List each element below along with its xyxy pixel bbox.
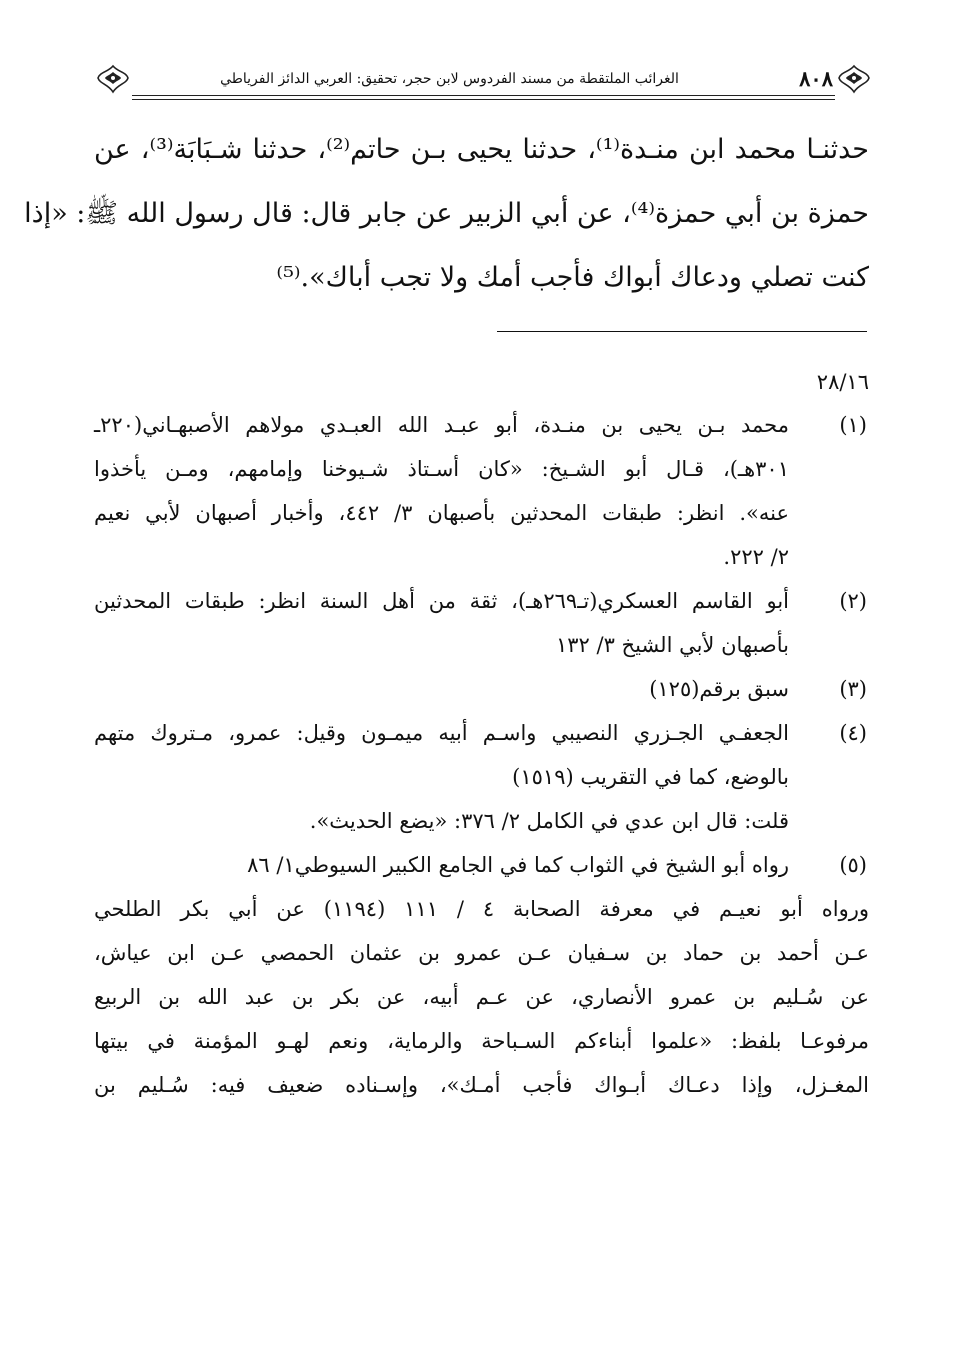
footnote-line: بأصبهان لأبي الشيخ ٣/ ١٣٢ — [555, 633, 789, 657]
main-text-line: حمزة بن أبي حمزة⁽⁴⁾، عن أبي الزبير عن جابر قال: قال رسول الله ﷺ: «إذا — [24, 198, 869, 229]
footnote-line: محمد بـن يحيى بن منـدة، أبو عبـد الله العبـدي مولاهم الأصبهـاني(٢٢٠ـ — [94, 413, 789, 437]
footnote-4 — [94, 711, 869, 843]
header-rule-top — [132, 95, 835, 96]
footnote-line: رواه أبو الشيخ في الثواب كما في الجامع الكبير السيوطي١/ ٨٦ — [247, 853, 789, 877]
footnote-line: الجعفـي الجـزري النصيبي واسـم أبيه ميمـون وقيل: عمرو، مـتروك متهم — [94, 721, 789, 745]
footnote-line: قلت: قال ابن عدي في الكامل ٢/ ٣٧٦: «يضع الحديث». — [309, 809, 789, 833]
footnotes — [94, 361, 869, 1107]
running-title: الغرائب الملتقطة من مسند الفردوس لابن حجر، تحقيق: العربي الدائز الفرياطي — [220, 71, 679, 87]
running-header — [96, 62, 871, 102]
footnote-1 — [94, 403, 869, 579]
footnote-line: ٣٠١هـ)، قـال أبو الشـيخ: «كان أسـتاذ شـيوخنا وإمامهم، ومـن يأخذوا — [94, 457, 789, 481]
page-number: ٨٠٨ — [799, 66, 833, 91]
footnote-3 — [94, 667, 869, 711]
ornament-left-icon — [96, 64, 130, 94]
footnote-number: (٤) — [839, 721, 867, 745]
footnote-5 — [94, 843, 869, 1107]
footnote-line: عـن أحمد بن حماد بن سـفيان عـن عمرو بن عثمان الحمصي عـن ابن عياش، — [94, 941, 869, 965]
footnote-2 — [94, 579, 869, 667]
main-text — [24, 118, 869, 310]
footnote-line: ٢/ ٢٢٢. — [723, 545, 789, 569]
footnote-line: أبو القاسم العسكري(تـ٢٦٩هـ)، ثقة من أهل السنة انظر: طبقات المحدثين — [94, 589, 789, 613]
main-text-line: حدثنـا محمد ابن منـدة⁽¹⁾، حدثنا يحيى بـن حاتم⁽²⁾، حدثنا شـبَابَة⁽³⁾، عن — [94, 134, 869, 165]
footnote-line: بالوضع، كما في التقريب (١٥١٩) — [512, 765, 789, 789]
main-text-line: كنت تصلي ودعاك أبواك فأجب أمك ولا تجب أباك».⁽⁵⁾ — [276, 262, 869, 293]
footnote-line: عنه». انظر: طبقات المحدثين بأصبهان ٣/ ٤٤٢، وأخبار أصبهان لأبي نعيم — [94, 501, 789, 525]
footnote-line: المغـزل، وإذا دعـاك أبـواك فأجب أمـك»، وإسـناده ضعيف فيه: سُـليم بن — [94, 1073, 869, 1097]
ornament-right-icon — [837, 64, 871, 94]
footnote-number: (٥) — [839, 853, 867, 877]
footnote-separator — [497, 331, 867, 332]
source-reference: ٢٨/١٦ — [816, 370, 869, 394]
header-rule-bottom — [132, 99, 835, 100]
footnote-number: (١) — [839, 413, 867, 437]
footnote-line: سبق برقم(١٢٥) — [649, 677, 789, 701]
footnote-line: عن سُـليم بن عمرو الأنصاري، عن عـم أبيه، عن بكر بن عبد الله بن الربيع — [94, 985, 869, 1009]
footnote-number: (٢) — [839, 589, 867, 613]
footnote-line: ورواه أبو نعيـم في معرفة الصحابة ٤ / ١١١ (١١٩٤) عن أبي بكر الطلحي — [94, 897, 870, 921]
footnote-line: مرفوعـا بلفظ: «علموا أبناءكم السـباحة والرماية، ونعم لهـو المؤمنة في بيتها — [94, 1029, 869, 1053]
footnote-number: (٣) — [839, 677, 867, 701]
